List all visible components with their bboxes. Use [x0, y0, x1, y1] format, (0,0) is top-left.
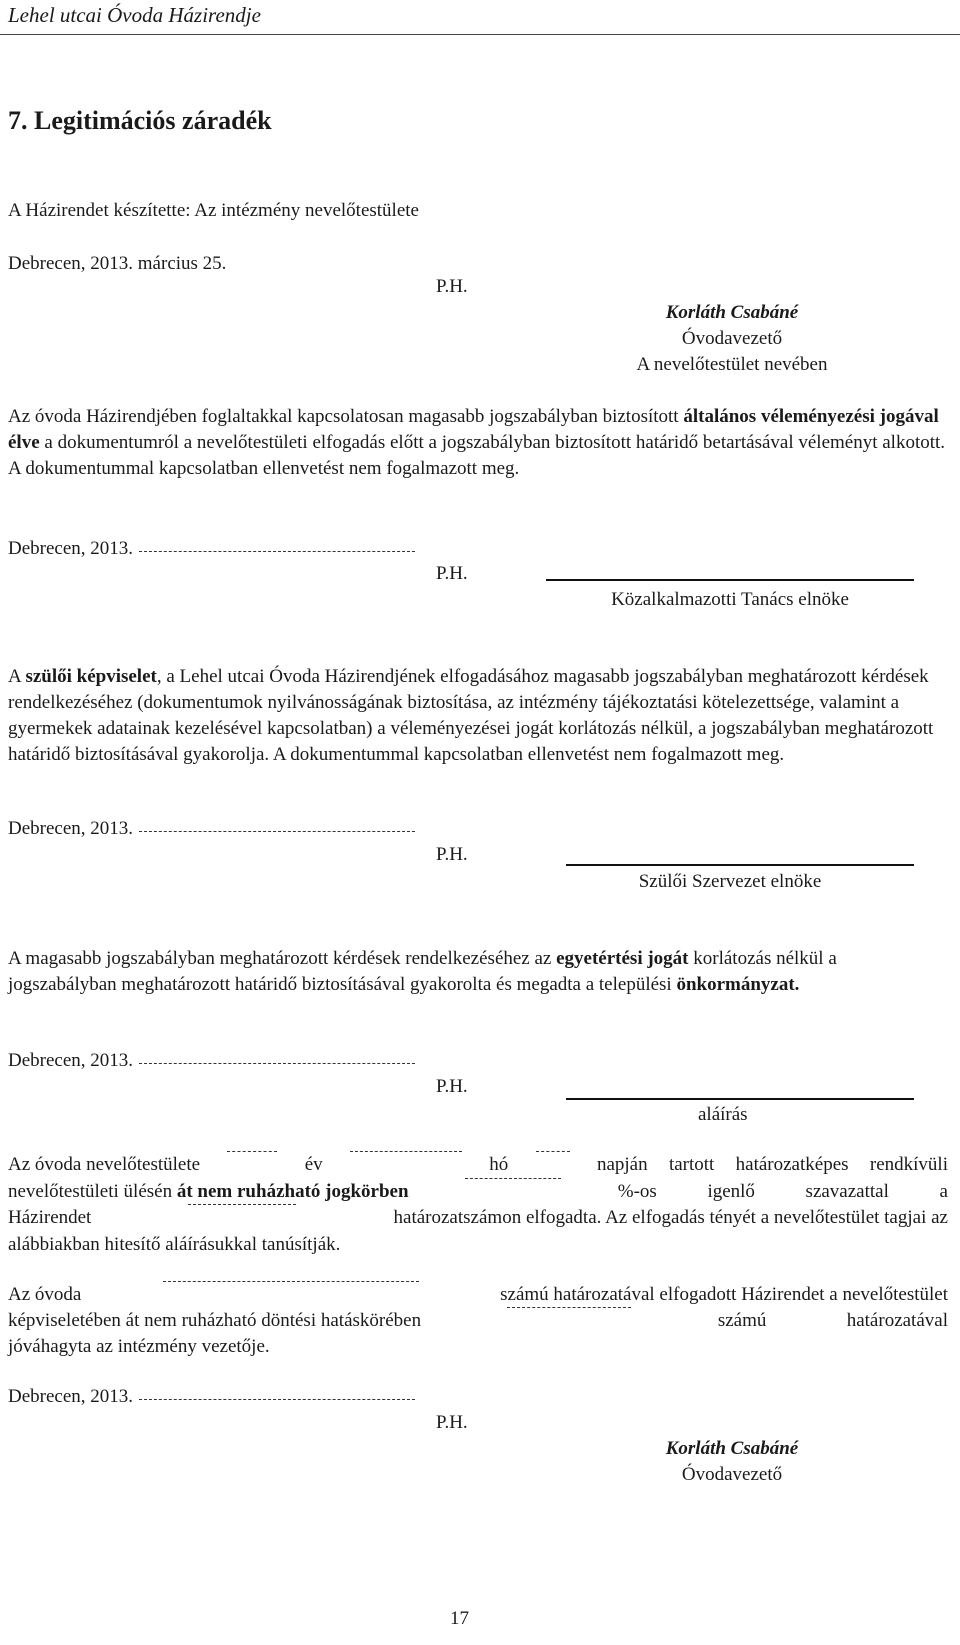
signer-name-1: Korláth Csabáné — [665, 302, 799, 323]
stamp-placeholder-5: P.H. — [436, 1412, 468, 1433]
paragraph-municipality: A magasabb jogszabályban meghatározott kérdések rendelkezéséhez az egyetértési jogát korlátozás nélkül a jogszabályban meghatározott határidő biztosításával gyakorolta és megadta a települési önkormányzat. — [8, 948, 837, 995]
signature-line-2 — [566, 864, 914, 866]
date-line-1: Debrecen, 2013. március 25. — [8, 253, 227, 274]
date-blank — [139, 830, 415, 832]
date-blank — [139, 1062, 415, 1064]
para4-row-1: Az óvoda nevelőtestülete év hó napján tartott határozatképes rendkívüli — [8, 1152, 948, 1178]
para4-row-4: alábbiakban hitesítő aláírásukkal tanúsítják. — [8, 1234, 341, 1255]
signature-title-2: Szülői Szervezet elnöke — [638, 871, 822, 892]
para4-row-3: Házirendet határozatszámon elfogadta. Az elfogadás tényét a nevelőtestület tagjai az — [8, 1205, 948, 1231]
stamp-placeholder-4: P.H. — [436, 1076, 468, 1097]
date-blank — [139, 1398, 415, 1400]
blank-day — [536, 1150, 570, 1152]
para4-row-2: nevelőtestületi ülésén át nem ruházható jogkörben %-os igenlő szavazattal a — [8, 1179, 948, 1205]
date-line-3: Debrecen, 2013. — [8, 818, 421, 840]
signer-behalf: A nevelőtestület nevében — [636, 354, 828, 375]
para5-row-1: Az óvoda számú határozatával elfogadott Házirendet a nevelőtestület — [8, 1282, 948, 1308]
date-line-2: Debrecen, 2013. — [8, 538, 421, 560]
signature-title-1: Közalkalmazotti Tanács elnöke — [611, 589, 849, 610]
signer-role-2: Óvodavezető — [681, 1464, 783, 1485]
date-line-4: Debrecen, 2013. — [8, 1050, 421, 1072]
stamp-placeholder-1: P.H. — [436, 276, 468, 297]
signature-line-3 — [566, 1098, 914, 1100]
header-divider — [0, 34, 960, 35]
paragraph-staff-council: Az óvoda Házirendjében foglaltakkal kapcsolatosan magasabb jogszabályban biztosított általános véleményezési jogával élve a dokumentumról a nevelőtestületi elfogadás előtt a jogszabályban biztosított határidő betartásával véleményt alkotott. A dokumentummal kapcsolatban ellenvetést nem fogalmazott meg. — [8, 406, 946, 479]
blank-resolution-number-3 — [507, 1306, 631, 1308]
blank-percent — [465, 1177, 561, 1179]
signature-title-3: aláírás — [698, 1104, 748, 1125]
date-line-5: Debrecen, 2013. — [8, 1386, 421, 1408]
document-header: Lehel utcai Óvoda Házirendje — [8, 3, 261, 27]
signer-role-1: Óvodavezető — [681, 328, 783, 349]
blank-resolution-number-2 — [163, 1280, 419, 1282]
para5-row-2: képviseletében át nem ruházható döntési hatáskörében számú határozatával — [8, 1308, 948, 1334]
blank-month — [350, 1150, 462, 1152]
section-title: 7. Legitimációs záradék — [8, 106, 272, 135]
blank-resolution-number — [188, 1203, 296, 1205]
stamp-placeholder-2: P.H. — [436, 563, 468, 584]
page-number: 17 — [450, 1608, 469, 1629]
date-blank — [139, 550, 415, 552]
signer-name-2: Korláth Csabáné — [665, 1438, 799, 1459]
para5-row-3: jóváhagyta az intézmény vezetője. — [8, 1336, 270, 1357]
stamp-placeholder-3: P.H. — [436, 844, 468, 865]
paragraph-parents: A szülői képviselet, a Lehel utcai Óvoda Házirendjének elfogadásához magasabb jogszabályban meghatározott kérdések rendelkezéséhez (dokumentumok nyilvánosságának biztosítása, az intézmény tájékoztatási kötelezettsége, valamint a gyermekek adatainak kezelésével kapcsolatban) a véleményezései jogát korlátozás nélkül, a jogszabályban meghatározott határidő biztosításával gyakorolja. A dokumentummal kapcsolatban ellenvetést nem fogalmazott meg. — [8, 666, 934, 765]
prepared-by: A Házirendet készítette: Az intézmény nevelőtestülete — [8, 200, 419, 221]
blank-year — [227, 1150, 277, 1152]
signature-line-1 — [546, 579, 914, 581]
